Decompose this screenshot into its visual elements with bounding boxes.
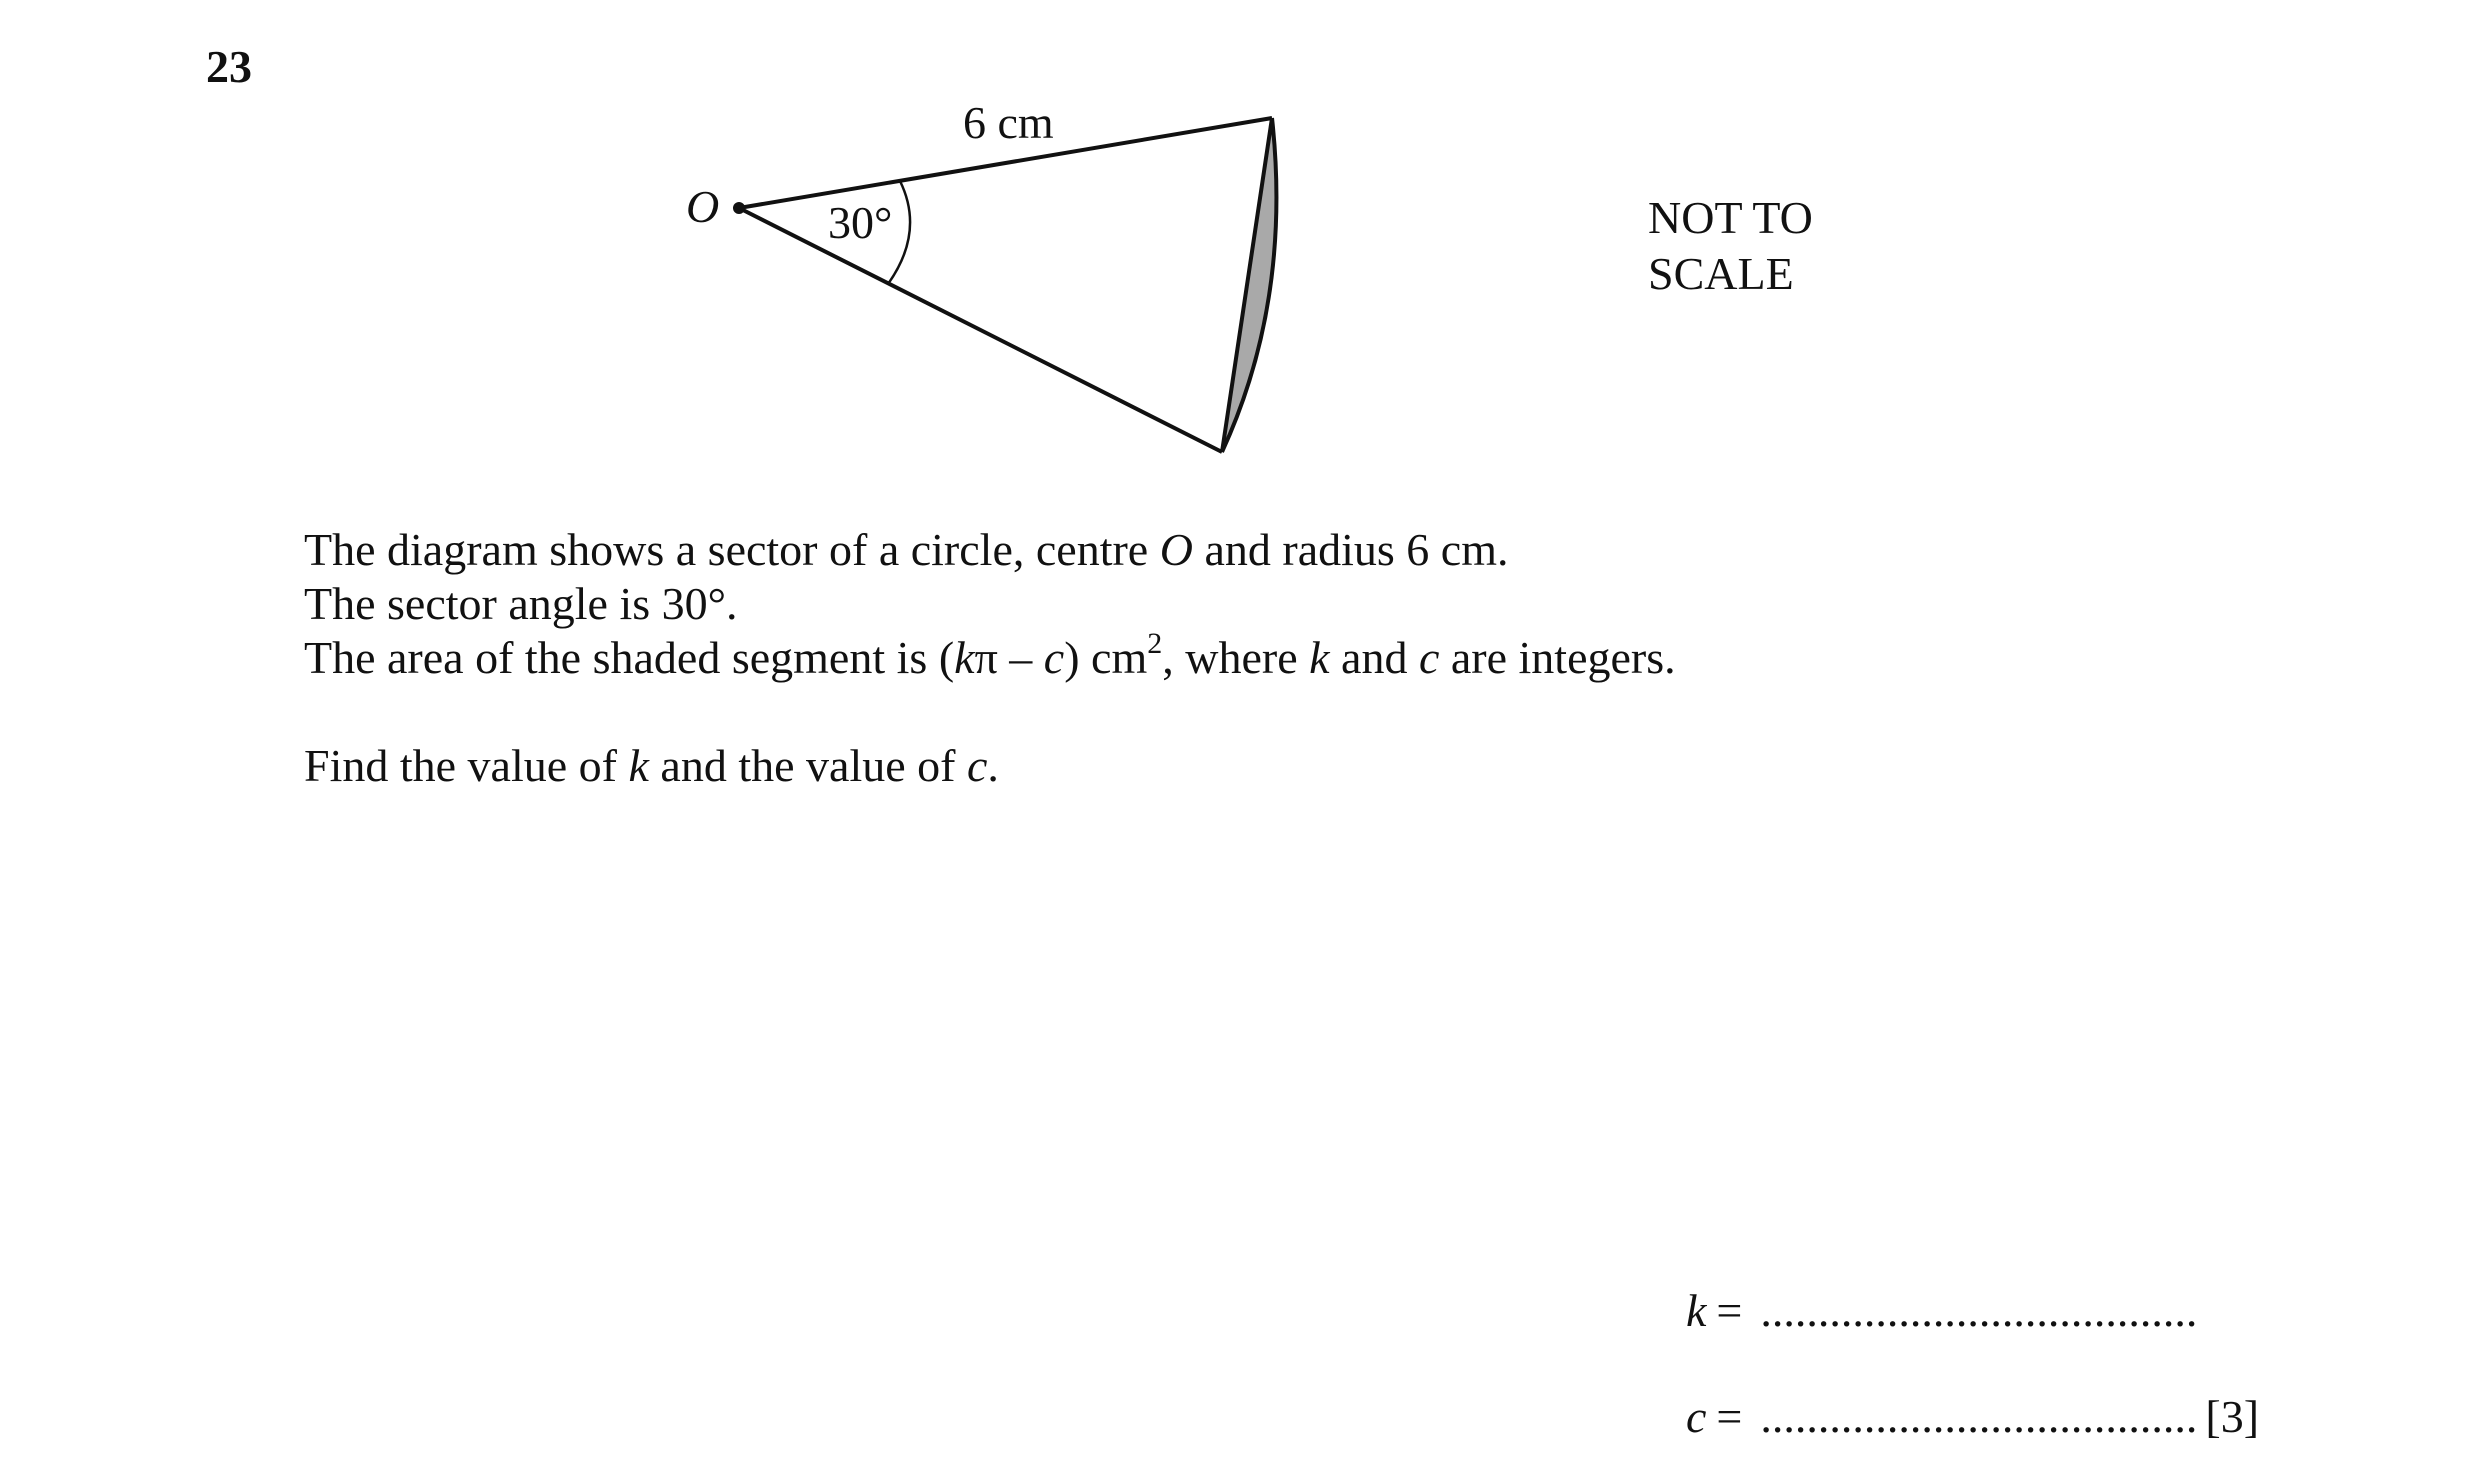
radius-label: 6 cm <box>963 97 1054 148</box>
centre-label: O <box>686 181 720 232</box>
question-line-1: The diagram shows a sector of a circle, centre O and radius 6 cm. <box>304 524 1509 575</box>
question-number: 23 <box>206 41 252 92</box>
radius-lower <box>739 208 1222 452</box>
marks-label: [3] <box>2205 1391 2260 1442</box>
answer-c-field[interactable]: ...................................... <box>1760 1391 2198 1442</box>
answer-c <box>1686 1391 2260 1442</box>
question-line-2: The sector angle is 30°. <box>304 578 738 629</box>
question-line-3: The area of the shaded segment is (kπ – c) $cm^2$, where k and c are integers. <box>304 627 1676 683</box>
question-text <box>304 523 1676 793</box>
answer-k-equals: = <box>1716 1285 1743 1336</box>
instruction-line: Find the value of k and the value of c. <box>304 740 999 791</box>
centre-point <box>733 202 745 214</box>
not-to-scale-line1: NOT TO <box>1648 192 1813 243</box>
sector-diagram <box>0 0 2481 520</box>
answer-k-label: k <box>1686 1285 1707 1336</box>
answer-c-equals: = <box>1716 1391 1743 1442</box>
angle-label: 30° <box>828 197 893 248</box>
answer-c-label: c <box>1686 1391 1707 1442</box>
answer-k-field[interactable]: ...................................... <box>1760 1285 2198 1336</box>
not-to-scale-line2: SCALE <box>1648 248 1794 299</box>
answer-k <box>1686 1285 2198 1336</box>
not-to-scale-note <box>1648 190 1813 302</box>
